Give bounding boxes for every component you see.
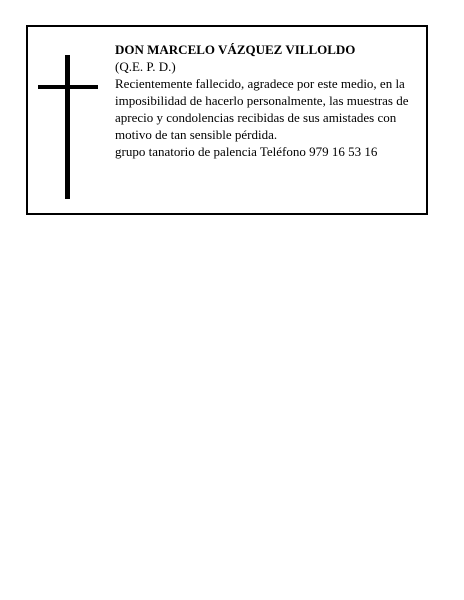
deceased-name: DON MARCELO VÁZQUEZ VILLOLDO xyxy=(115,42,356,57)
rip-abbreviation: (Q.E. P. D.) xyxy=(115,59,176,74)
cross-horizontal-bar xyxy=(38,85,98,89)
obituary-notice xyxy=(26,25,428,215)
cross-vertical-bar xyxy=(65,55,70,199)
cross-icon xyxy=(38,55,98,199)
notice-text xyxy=(115,41,425,160)
thanks-message: Recientemente fallecido, agradece por este medio, en la imposibilidad de hacerlo personalmente, las muestras de aprecio y condolencias recibidas de sus amistades con motivo de tan sensible pérdida. xyxy=(115,76,409,142)
funeral-home-contact: grupo tanatorio de palencia Teléfono 979 16 53 16 xyxy=(115,144,378,159)
